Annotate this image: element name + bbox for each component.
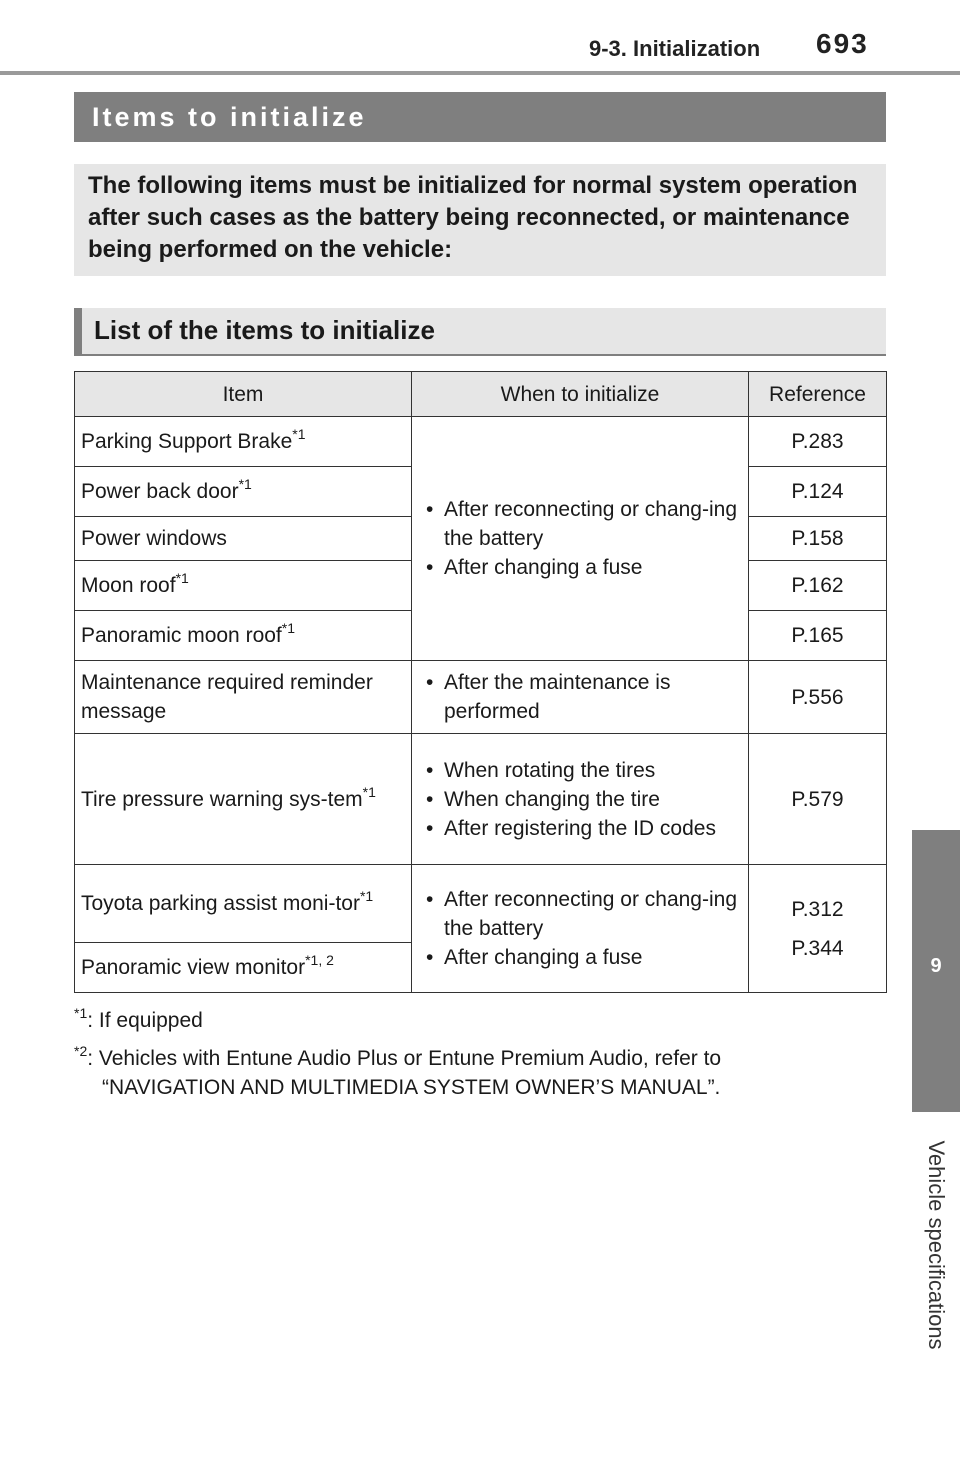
footnote-ref: *1 — [238, 476, 252, 492]
table-row — [75, 661, 887, 734]
column-header-item: Item — [75, 372, 412, 417]
footnote-2: $^{*2}$: Vehicles with Entune Audio Plus or Entune Premium Audio, refer to “NAVIGATION AND MULTIMEDIA SYSTEM OWNER’S MANUAL”. — [74, 1043, 722, 1099]
when-bullet: • After changing a fuse — [418, 553, 742, 582]
item-cell: Toyota parking assist moni-tor$^{*1}$ — [75, 865, 412, 943]
reference-cell[interactable]: P.162 — [749, 561, 887, 611]
intro-box: The following items must be initialized for normal system operation after such cases as the battery being reconnected, or maintenance being performed on the vehicle: — [74, 164, 886, 276]
footnote-ref: *1 — [359, 888, 374, 904]
item-cell: Maintenance required reminder message — [75, 661, 412, 734]
item-cell: Moon roof$^{*1}$ — [75, 561, 412, 611]
footnote-1: $^{*1}$: If equipped — [74, 1005, 203, 1032]
reference-cell — [749, 865, 887, 993]
reference-cell[interactable]: P.556 — [749, 661, 887, 734]
header-rule — [0, 71, 960, 75]
reference-link[interactable]: P.312 — [791, 897, 844, 921]
table-row — [75, 734, 887, 865]
reference-cell[interactable]: P.283 — [749, 417, 887, 467]
footnote-ref: *1 — [362, 783, 376, 800]
item-cell: Power back door$^{*1}$ — [75, 467, 412, 517]
table-row — [75, 417, 887, 467]
when-cell — [412, 734, 749, 865]
column-header-reference: Reference — [749, 372, 887, 417]
footnote-ref: *1 — [281, 620, 295, 636]
when-bullet: • After reconnecting or chang-ing the battery — [418, 885, 742, 943]
table-subheading: List of the items to initialize — [74, 308, 886, 356]
page-number: 693 — [816, 28, 869, 59]
reference-cell[interactable]: P.158 — [749, 517, 887, 561]
when-cell — [412, 661, 749, 734]
footnote-ref: *1 — [292, 426, 306, 442]
reference-cell[interactable]: P.124 — [749, 467, 887, 517]
when-bullet: • When changing the tire — [418, 785, 742, 814]
table-row — [75, 865, 887, 943]
when-bullet: • After changing a fuse — [418, 943, 742, 972]
when-bullet: • After reconnecting or chang-ing the battery — [418, 495, 742, 553]
footnote-mark: *2 — [74, 1043, 88, 1059]
item-cell: Power windows — [75, 517, 412, 561]
chapter-tab-label: Vehicle specifications — [924, 1140, 949, 1350]
footnote-mark: *1 — [74, 1005, 88, 1021]
when-cell — [412, 865, 749, 993]
item-cell: Parking Support Brake$^{*1}$ — [75, 417, 412, 467]
section-header: 9-3. Initialization — [589, 36, 761, 61]
column-header-when: When to initialize — [412, 372, 749, 417]
chapter-tab-number: 9 — [930, 955, 942, 977]
table-header-row — [75, 372, 887, 417]
item-cell: Panoramic moon roof$^{*1}$ — [75, 611, 412, 661]
footnote-ref: *1 — [175, 570, 189, 586]
when-bullet: • When rotating the tires — [418, 756, 742, 785]
when-bullet: • After registering the ID codes — [418, 814, 742, 843]
reference-cell[interactable]: P.579 — [749, 734, 887, 865]
item-cell: Tire pressure warning sys-tem$^{*1}$ — [75, 734, 412, 865]
footnote-ref: *1, 2 — [305, 952, 334, 968]
when-cell — [412, 417, 749, 661]
when-bullet: • After the maintenance is performed — [418, 668, 742, 726]
initialize-items-table — [74, 371, 887, 993]
reference-link[interactable]: P.344 — [791, 936, 844, 960]
section-title-bar: Items to initialize — [74, 92, 886, 142]
item-cell: Panoramic view monitor$^{*1, 2}$ — [75, 943, 412, 993]
reference-cell[interactable]: P.165 — [749, 611, 887, 661]
